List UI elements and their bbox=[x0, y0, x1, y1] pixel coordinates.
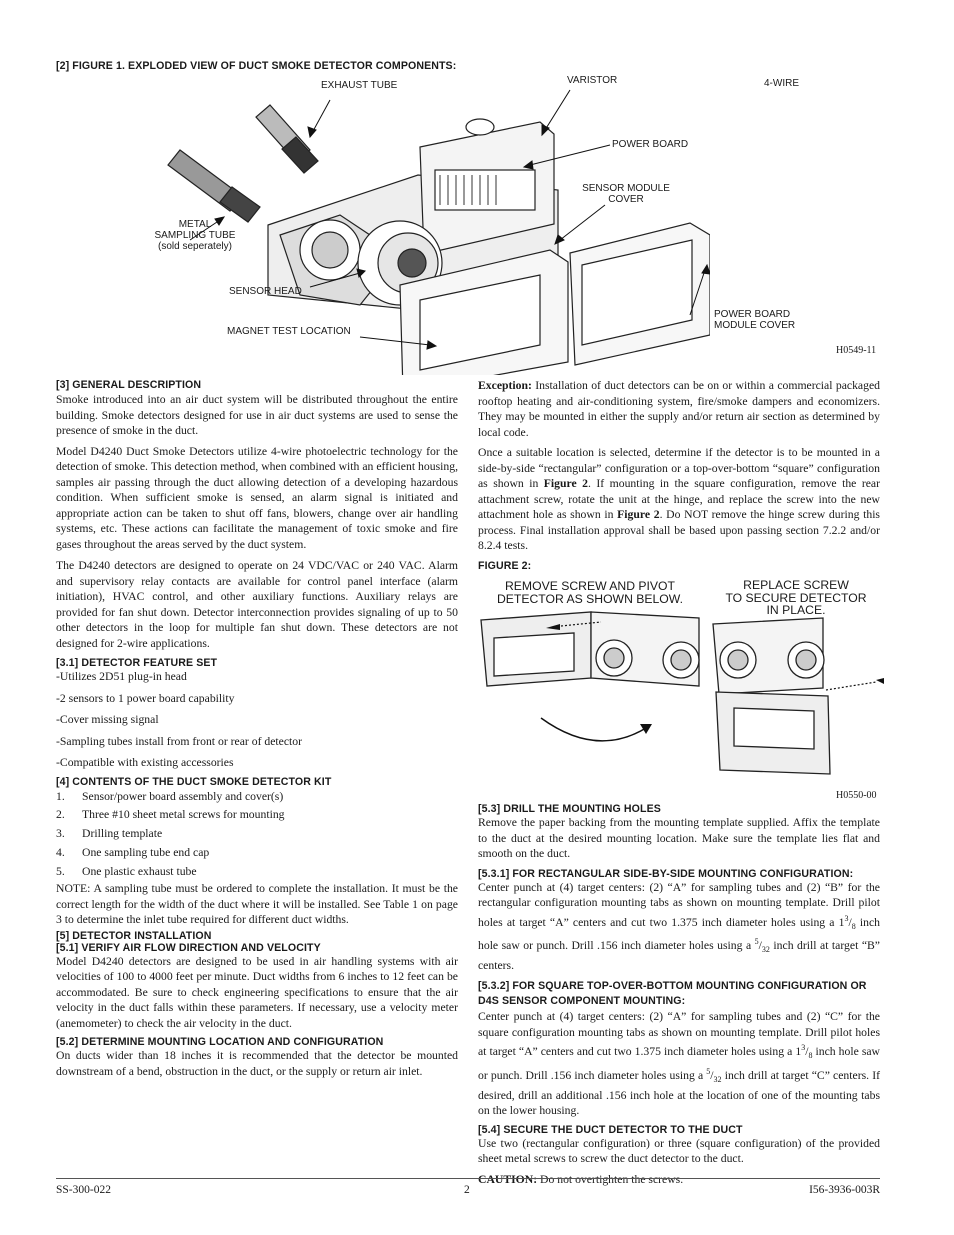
magnet-test-location-label: MAGNET TEST LOCATION bbox=[227, 326, 351, 337]
kit-note: NOTE: A sampling tube must be ordered to complete the installation. It must be the correct length for the width of the duct where it will be installed. See Table 1 on page 3 to determine the inlet tube required for different duct widths. bbox=[56, 882, 458, 927]
page-number: 2 bbox=[464, 1184, 470, 1196]
footer-doc-code: SS-300-022 bbox=[56, 1184, 111, 1196]
kit-item: 3. Drilling template bbox=[56, 827, 163, 841]
exhaust-tube-label: EXHAUST TUBE bbox=[321, 80, 398, 91]
feature-set-heading: [3.1] DETECTOR FEATURE SET bbox=[56, 657, 218, 669]
exception-paragraph: Exception: Installation of duct detectors can be on or within a commercial packaged rooftop heating and air-conditioning system, fire/smoke dampers and economizers. They may be mounted in either the supply and/or return air section as determined by local code. bbox=[478, 379, 880, 439]
rectangular-heading: [5.3.1] FOR RECTANGULAR SIDE-BY-SIDE MOUNTING CONFIGURATION: bbox=[478, 867, 854, 880]
feature-item: -Utilizes 2D51 plug-in head bbox=[56, 670, 187, 683]
figure2-id: H0550-00 bbox=[836, 790, 877, 801]
configuration-paragraph: Once a suitable location is selected, determine if the detector is to be mounted in a side-by-side “rectangular” configuration or a top-over-bottom “square” configuration as shown in Figure 2. If mounting in the square configuration, remove the rear attachment screw, rotate the unit at the hinge, and replace the screw into the new attachment hole as shown in Figure 2. Do NOT remove the hinge screw during this process. Final installation approval shall be based upon passing section 7.2.2 and/or 8.2.4 tests. bbox=[478, 446, 880, 552]
general-p2: Model D4240 Duct Smoke Detectors utilize 4-wire photoelectric technology for the detection of smoke. This detection method, when combined with an efficient housing, samples air passing through the duct allowing detection of a developing hazardous condition. When sufficient smoke is sensed, an alarm signal is initiated and appropriate action can be taken to shut off fans, blowers, change over air handling systems, etc. These actions can facilitate the management of toxic smoke and fire gases throughout the areas served by the duct system. bbox=[56, 444, 458, 551]
figure2-left-caption: REMOVE SCREW AND PIVOT DETECTOR AS SHOWN BELOW. bbox=[496, 579, 683, 606]
feature-item: -Sampling tubes install from front or rear of detector bbox=[56, 734, 303, 748]
airflow-heading: [5.1] VERIFY AIR FLOW DIRECTION AND VELOCITY bbox=[56, 941, 321, 954]
left-column bbox=[56, 379, 458, 1079]
screw-icon bbox=[876, 678, 884, 684]
square-text: Center punch at (4) target centers: (2) “A” for sampling tubes and (2) “C” for the square configuration mounting tabs as shown on mounting template. Drill pilot holes at target “A” centers and cut two 1.375 inch diameter holes using a $1^3/_8$ inch hole saw or punch. Drill .156 inch diameter holes using a $^5/_{32}$ inch drill at target “C” centers. If desired, drill an additional .156 inch hole at the location of one of the mounting tabs on the lower housing. bbox=[478, 1010, 880, 1118]
location-text: On ducts wider than 18 inches it is recommended that the detector be mounted downstream of a bend, obstruction in the duct, or the supply or return air inlet. bbox=[56, 1049, 458, 1078]
figure1-id: H0549-11 bbox=[836, 345, 877, 356]
kit-item: 5. One plastic exhaust tube bbox=[56, 864, 197, 878]
figure2-heading: FIGURE 2: bbox=[478, 560, 532, 572]
varistor-label: VARISTOR bbox=[567, 75, 618, 86]
drill-text: Remove the paper backing from the mounting template supplied. Affix the template to the duct at the desired mounting location. Make sure the template lies flat and smooth on the duct. bbox=[478, 816, 880, 860]
general-description-heading: [3] GENERAL DESCRIPTION bbox=[56, 379, 202, 391]
feature-item: -Cover missing signal bbox=[56, 713, 159, 726]
square-heading: [5.3.2] FOR SQUARE TOP-OVER-BOTTOM MOUNTING CONFIGURATION OR D4S SENSOR COMPONENT MOUNTING: bbox=[478, 980, 867, 1008]
power-board-module-cover-label: POWER BOARD MODULE COVER bbox=[714, 309, 796, 331]
location-heading: [5.2] DETERMINE MOUNTING LOCATION AND CONFIGURATION bbox=[56, 1036, 384, 1049]
four-wire-label: 4-WIRE bbox=[764, 78, 799, 89]
installation-heading: [5] DETECTOR INSTALLATION bbox=[56, 929, 212, 942]
metal-sampling-tube-drawing bbox=[168, 150, 260, 222]
right-column bbox=[478, 378, 880, 554]
power-board-label: POWER BOARD bbox=[612, 139, 689, 150]
right-column-lower bbox=[478, 803, 880, 1187]
exhaust-tube-drawing bbox=[256, 105, 318, 173]
feature-item: -2 sensors to 1 power board capability bbox=[56, 691, 235, 705]
drill-heading: [5.3] DRILL THE MOUNTING HOLES bbox=[478, 803, 661, 815]
feature-item: -Compatible with existing accessories bbox=[56, 756, 234, 769]
feature-list bbox=[56, 666, 458, 774]
figure2-right-caption: REPLACE SCREW TO SECURE DETECTOR IN PLACE. bbox=[725, 578, 867, 617]
footer-part-number: I56-3936-003R bbox=[809, 1184, 880, 1196]
kit-item: 2. Three #10 sheet metal screws for mounting bbox=[56, 808, 285, 822]
mounting-configuration-illustration bbox=[476, 608, 886, 788]
general-p3: The D4240 detectors are designed to operate on 24 VDC/VAC or 240 VAC. Alarm and supervisory relay contacts are available for control panel interface (alarm initiation), HVAC control, and other auxiliary functions. Auxiliary relays are provided for fan shut down. Detector interconnection provides signaling of up to 50 other detectors in the loop for multiple fan shut down. These detectors are not designed for 2-wire applications. bbox=[56, 559, 458, 650]
figure1-heading: [2] FIGURE 1. EXPLODED VIEW OF DUCT SMOKE DETECTOR COMPONENTS: bbox=[56, 60, 457, 72]
general-p1: Smoke introduced into an air duct system will be distributed throughout the entire building. Smoke detectors designed for use in air duct systems are used to sense the presence of smoke in the duct. bbox=[56, 393, 458, 437]
secure-heading: [5.4] SECURE THE DUCT DETECTOR TO THE DUCT bbox=[478, 1123, 743, 1136]
kit-item: 1. Sensor/power board assembly and cover(s) bbox=[56, 789, 284, 803]
sensor-module-cover-label: SENSOR MODULE COVER bbox=[582, 183, 670, 205]
kit-contents-heading: [4] CONTENTS OF THE DUCT SMOKE DETECTOR KIT bbox=[56, 775, 332, 788]
metal-sampling-tube-label: METAL SAMPLING TUBE (sold seperately) bbox=[154, 219, 236, 252]
kit-item: 4. One sampling tube end cap bbox=[56, 845, 210, 859]
caution-text: CAUTION: Do not overtighten the screws. bbox=[478, 1172, 684, 1186]
secure-text: Use two (rectangular configuration) or three (square configuration) of the provided sheet metal screws to screw the duct detector to the duct. bbox=[478, 1136, 880, 1166]
rectangular-text: Center punch at (4) target centers: (2) “A” for sampling tubes and (2) “B” for the rectangular configuration mounting tabs as shown on mounting template. Drill pilot holes at target “A” centers and cut two 1.375 inch diameter holes using a $1^3/_8$ inch hole saw or punch. Drill .156 inch diameter holes using a $^5/_{32}$ inch drill at target “B” centers. bbox=[478, 880, 880, 972]
rotation-arrow-icon bbox=[541, 718, 646, 741]
kit-contents-list bbox=[56, 788, 458, 882]
sensor-head-label: SENSOR HEAD bbox=[229, 286, 302, 297]
airflow-text: Model D4240 detectors are designed to be used in air handling systems with air velocities of 100 to 4000 feet per minute. Duct widths from 6 inches to 12 feet can be accommodated. Be sure to check engineering specifications to ensure that the air velocity in the duct falls within these parameters. If necessary, use a velocity meter (anemometer) to check the air velocity in the duct. bbox=[56, 954, 458, 1030]
